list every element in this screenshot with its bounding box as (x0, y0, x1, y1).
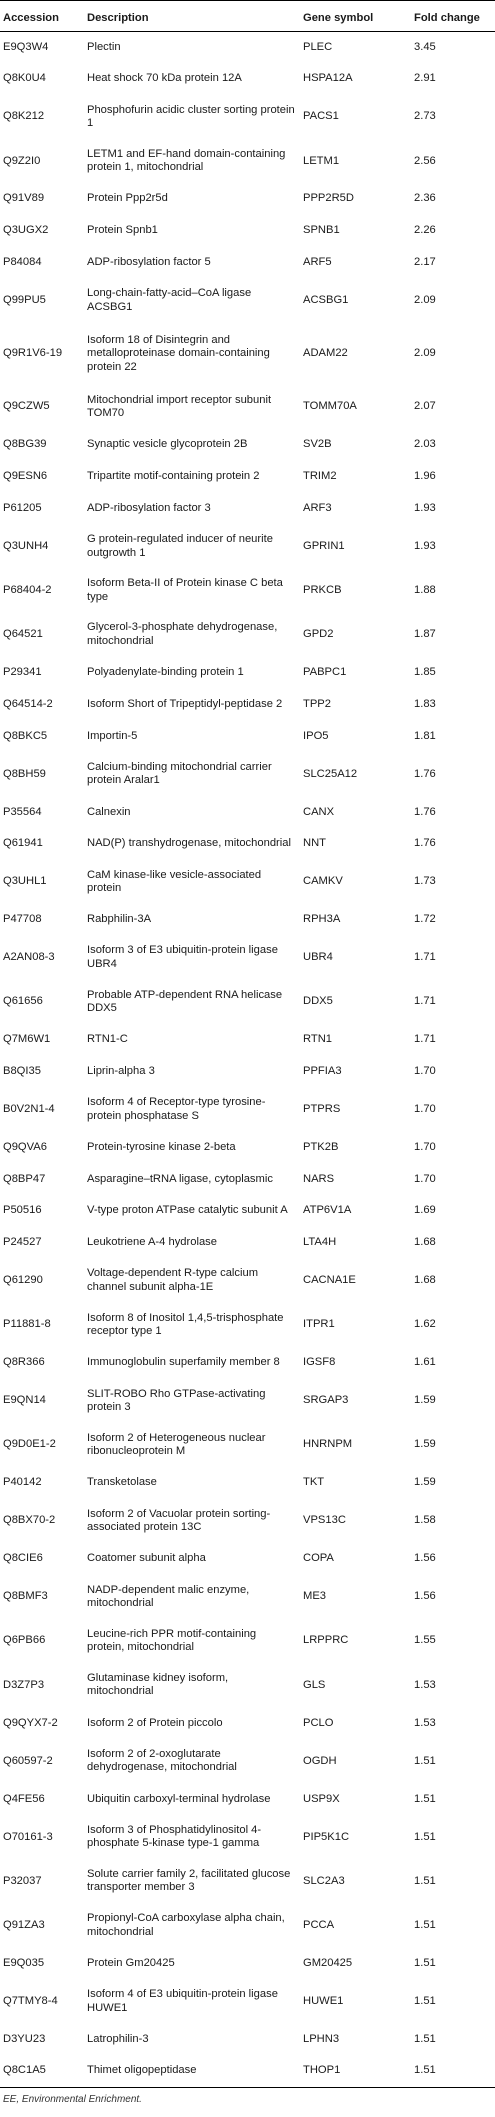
cell-gene-symbol: ARF3 (300, 493, 411, 525)
cell-accession: Q9Z2I0 (0, 139, 84, 183)
cell-accession: Q64514-2 (0, 689, 84, 721)
table-row (0, 385, 495, 429)
table-row (0, 2024, 495, 2056)
cell-gene-symbol: PACS1 (300, 95, 411, 139)
cell-fold-change: 1.71 (411, 936, 495, 980)
cell-gene-symbol: NARS (300, 1164, 411, 1196)
cell-fold-change: 1.59 (411, 1423, 495, 1467)
table-row (0, 1259, 495, 1303)
cell-gene-symbol: ME3 (300, 1575, 411, 1619)
cell-accession: Q9D0E1-2 (0, 1423, 84, 1467)
cell-gene-symbol: USP9X (300, 1783, 411, 1815)
cell-fold-change: 2.17 (411, 247, 495, 279)
table-row (0, 1467, 495, 1499)
table-header (0, 1, 495, 32)
cell-fold-change: 1.56 (411, 1575, 495, 1619)
cell-accession: P47708 (0, 904, 84, 936)
cell-description: Isoform 18 of Disintegrin and metalloproteinase domain-containing protein 22 (84, 323, 300, 385)
cell-description: Isoform 2 of Vacuolar protein sorting-associated protein 13C (84, 1499, 300, 1543)
table-row (0, 461, 495, 493)
cell-fold-change: 1.58 (411, 1499, 495, 1543)
cell-description: Long-chain-fatty-acid–CoA ligase ACSBG1 (84, 279, 300, 323)
cell-accession: P29341 (0, 657, 84, 689)
cell-accession: P84084 (0, 247, 84, 279)
cell-gene-symbol: PPFIA3 (300, 1056, 411, 1088)
cell-fold-change: 1.59 (411, 1467, 495, 1499)
cell-description: Glycerol-3-phosphate dehydrogenase, mitochondrial (84, 613, 300, 657)
cell-gene-symbol: TOMM70A (300, 385, 411, 429)
cell-fold-change: 1.62 (411, 1303, 495, 1347)
cell-gene-symbol: NNT (300, 828, 411, 860)
cell-description: Liprin-alpha 3 (84, 1056, 300, 1088)
cell-description: NAD(P) transhydrogenase, mitochondrial (84, 828, 300, 860)
cell-gene-symbol: VPS13C (300, 1499, 411, 1543)
cell-accession: B8QI35 (0, 1056, 84, 1088)
cell-description: Mitochondrial import receptor subunit TOM70 (84, 385, 300, 429)
cell-accession: Q8R366 (0, 1347, 84, 1379)
cell-fold-change: 2.73 (411, 95, 495, 139)
table-row (0, 1708, 495, 1740)
cell-accession: Q8BH59 (0, 752, 84, 796)
cell-gene-symbol: SV2B (300, 429, 411, 461)
table-row (0, 752, 495, 796)
cell-gene-symbol: UBR4 (300, 936, 411, 980)
cell-description: SLIT-ROBO Rho GTPase-activating protein 3 (84, 1379, 300, 1423)
table-row (0, 63, 495, 95)
cell-gene-symbol: GM20425 (300, 1948, 411, 1980)
cell-gene-symbol: SRGAP3 (300, 1379, 411, 1423)
cell-fold-change: 1.51 (411, 2024, 495, 2056)
cell-description: Isoform Short of Tripeptidyl-peptidase 2 (84, 689, 300, 721)
cell-accession: Q9QYX7-2 (0, 1708, 84, 1740)
cell-accession: Q8BP47 (0, 1164, 84, 1196)
cell-gene-symbol: ACSBG1 (300, 279, 411, 323)
cell-accession: P68404-2 (0, 569, 84, 613)
table-row (0, 1948, 495, 1980)
cell-accession: Q8C1A5 (0, 2055, 84, 2087)
cell-accession: Q8CIE6 (0, 1543, 84, 1575)
cell-gene-symbol: PCCA (300, 1904, 411, 1948)
cell-accession: P11881-8 (0, 1303, 84, 1347)
cell-description: Plectin (84, 32, 300, 64)
cell-gene-symbol: ATP6V1A (300, 1195, 411, 1227)
cell-fold-change: 1.68 (411, 1227, 495, 1259)
cell-description: Ubiquitin carboxyl-terminal hydrolase (84, 1783, 300, 1815)
cell-fold-change: 1.93 (411, 493, 495, 525)
cell-fold-change: 1.85 (411, 657, 495, 689)
table-row (0, 1979, 495, 2023)
table-row (0, 613, 495, 657)
table-row (0, 1815, 495, 1859)
cell-description: Isoform 3 of Phosphatidylinositol 4-phosphate 5-kinase type-1 gamma (84, 1815, 300, 1859)
table-row (0, 936, 495, 980)
cell-accession: Q8K212 (0, 95, 84, 139)
cell-accession: E9Q3W4 (0, 32, 84, 64)
table-row (0, 524, 495, 568)
table-row (0, 183, 495, 215)
cell-fold-change: 1.70 (411, 1164, 495, 1196)
cell-description: Latrophilin-3 (84, 2024, 300, 2056)
cell-fold-change: 1.76 (411, 752, 495, 796)
cell-description: Immunoglobulin superfamily member 8 (84, 1347, 300, 1379)
cell-fold-change: 1.96 (411, 461, 495, 493)
cell-fold-change: 1.56 (411, 1543, 495, 1575)
cell-description: Rabphilin-3A (84, 904, 300, 936)
table-row (0, 1132, 495, 1164)
cell-fold-change: 1.59 (411, 1379, 495, 1423)
cell-accession: Q64521 (0, 613, 84, 657)
cell-description: ADP-ribosylation factor 3 (84, 493, 300, 525)
cell-description: Isoform Beta-II of Protein kinase C beta type (84, 569, 300, 613)
cell-fold-change: 1.70 (411, 1056, 495, 1088)
table-row (0, 139, 495, 183)
cell-gene-symbol: LETM1 (300, 139, 411, 183)
cell-accession: P40142 (0, 1467, 84, 1499)
cell-fold-change: 1.55 (411, 1619, 495, 1663)
cell-fold-change: 1.76 (411, 796, 495, 828)
cell-fold-change: 1.51 (411, 1815, 495, 1859)
cell-description: Polyadenylate-binding protein 1 (84, 657, 300, 689)
cell-description: Glutaminase kidney isoform, mitochondrial (84, 1663, 300, 1707)
cell-description: G protein-regulated inducer of neurite outgrowth 1 (84, 524, 300, 568)
table-row (0, 1088, 495, 1132)
cell-accession: Q8BG39 (0, 429, 84, 461)
cell-fold-change: 1.70 (411, 1088, 495, 1132)
cell-fold-change: 1.69 (411, 1195, 495, 1227)
cell-gene-symbol: ITPR1 (300, 1303, 411, 1347)
cell-gene-symbol: CAMKV (300, 860, 411, 904)
header-fold-change: Fold change (411, 1, 495, 32)
header-gene-symbol: Gene symbol (300, 1, 411, 32)
cell-gene-symbol: LPHN3 (300, 2024, 411, 2056)
cell-gene-symbol: RPH3A (300, 904, 411, 936)
cell-gene-symbol: PABPC1 (300, 657, 411, 689)
table-row (0, 860, 495, 904)
cell-fold-change: 1.51 (411, 2055, 495, 2087)
cell-description: Isoform 4 of Receptor-type tyrosine-protein phosphatase S (84, 1088, 300, 1132)
cell-gene-symbol: SLC25A12 (300, 752, 411, 796)
header-row (0, 1, 495, 32)
table-row (0, 1347, 495, 1379)
cell-accession: Q8BMF3 (0, 1575, 84, 1619)
cell-fold-change: 1.51 (411, 1739, 495, 1783)
table-row (0, 1227, 495, 1259)
table-row (0, 1164, 495, 1196)
cell-accession: Q61656 (0, 980, 84, 1024)
cell-description: Synaptic vesicle glycoprotein 2B (84, 429, 300, 461)
table-row (0, 1499, 495, 1543)
table-row (0, 429, 495, 461)
cell-accession: A2AN08-3 (0, 936, 84, 980)
cell-fold-change: 2.36 (411, 183, 495, 215)
cell-accession: Q7M6W1 (0, 1024, 84, 1056)
cell-gene-symbol: OGDH (300, 1739, 411, 1783)
cell-fold-change: 1.61 (411, 1347, 495, 1379)
cell-description: Calnexin (84, 796, 300, 828)
cell-gene-symbol: LRPPRC (300, 1619, 411, 1663)
cell-description: Voltage-dependent R-type calcium channel subunit alpha-1E (84, 1259, 300, 1303)
table-row (0, 980, 495, 1024)
cell-accession: P24527 (0, 1227, 84, 1259)
cell-fold-change: 2.91 (411, 63, 495, 95)
cell-gene-symbol: IGSF8 (300, 1347, 411, 1379)
cell-gene-symbol: TRIM2 (300, 461, 411, 493)
table-row (0, 247, 495, 279)
cell-accession: Q6PB66 (0, 1619, 84, 1663)
table-row (0, 1904, 495, 1948)
cell-accession: Q9R1V6-19 (0, 323, 84, 385)
table-row (0, 1859, 495, 1903)
cell-gene-symbol: ADAM22 (300, 323, 411, 385)
table-row (0, 1195, 495, 1227)
table-row (0, 95, 495, 139)
cell-description: Coatomer subunit alpha (84, 1543, 300, 1575)
cell-description: Propionyl-CoA carboxylase alpha chain, mitochondrial (84, 1904, 300, 1948)
cell-gene-symbol: LTA4H (300, 1227, 411, 1259)
cell-description: Transketolase (84, 1467, 300, 1499)
cell-accession: E9Q035 (0, 1948, 84, 1980)
cell-fold-change: 1.76 (411, 828, 495, 860)
cell-accession: Q3UGX2 (0, 215, 84, 247)
cell-accession: Q61290 (0, 1259, 84, 1303)
table-row (0, 1379, 495, 1423)
cell-fold-change: 1.51 (411, 1948, 495, 1980)
cell-accession: Q9CZW5 (0, 385, 84, 429)
table-body (0, 32, 495, 2088)
table-row (0, 1619, 495, 1663)
cell-accession: O70161-3 (0, 1815, 84, 1859)
cell-description: Probable ATP-dependent RNA helicase DDX5 (84, 980, 300, 1024)
cell-fold-change: 1.51 (411, 1904, 495, 1948)
cell-accession: Q99PU5 (0, 279, 84, 323)
cell-accession: Q8BKC5 (0, 721, 84, 753)
cell-fold-change: 1.72 (411, 904, 495, 936)
cell-fold-change: 1.88 (411, 569, 495, 613)
cell-accession: P35564 (0, 796, 84, 828)
cell-description: Leukotriene A-4 hydrolase (84, 1227, 300, 1259)
table-footnote: EE, Environmental Enrichment. (3, 2093, 142, 2105)
cell-accession: Q7TMY8-4 (0, 1979, 84, 2023)
table-row (0, 279, 495, 323)
cell-gene-symbol: RTN1 (300, 1024, 411, 1056)
cell-description: Isoform 8 of Inositol 1,4,5-trisphosphate receptor type 1 (84, 1303, 300, 1347)
cell-fold-change: 1.68 (411, 1259, 495, 1303)
cell-accession: Q61941 (0, 828, 84, 860)
cell-accession: Q3UNH4 (0, 524, 84, 568)
table-row (0, 689, 495, 721)
cell-accession: E9QN14 (0, 1379, 84, 1423)
cell-fold-change: 1.71 (411, 1024, 495, 1056)
table-row (0, 323, 495, 385)
cell-fold-change: 1.51 (411, 1783, 495, 1815)
cell-gene-symbol: PTK2B (300, 1132, 411, 1164)
cell-fold-change: 1.53 (411, 1663, 495, 1707)
cell-fold-change: 1.51 (411, 1979, 495, 2023)
cell-description: Phosphofurin acidic cluster sorting protein 1 (84, 95, 300, 139)
cell-fold-change: 2.07 (411, 385, 495, 429)
cell-fold-change: 2.03 (411, 429, 495, 461)
cell-gene-symbol: COPA (300, 1543, 411, 1575)
cell-gene-symbol: GPRIN1 (300, 524, 411, 568)
cell-description: Isoform 2 of Protein piccolo (84, 1708, 300, 1740)
cell-description: Importin-5 (84, 721, 300, 753)
cell-description: Isoform 3 of E3 ubiquitin-protein ligase UBR4 (84, 936, 300, 980)
cell-description: Heat shock 70 kDa protein 12A (84, 63, 300, 95)
cell-description: CaM kinase-like vesicle-associated protein (84, 860, 300, 904)
cell-gene-symbol: IPO5 (300, 721, 411, 753)
cell-description: Isoform 2 of 2-oxoglutarate dehydrogenase, mitochondrial (84, 1739, 300, 1783)
table-row (0, 796, 495, 828)
cell-accession: D3Z7P3 (0, 1663, 84, 1707)
cell-fold-change: 2.56 (411, 139, 495, 183)
cell-gene-symbol: THOP1 (300, 2055, 411, 2087)
header-accession: Accession (0, 1, 84, 32)
cell-description: Protein-tyrosine kinase 2-beta (84, 1132, 300, 1164)
cell-gene-symbol: PCLO (300, 1708, 411, 1740)
cell-accession: P32037 (0, 1859, 84, 1903)
table-row (0, 32, 495, 64)
cell-accession: Q9QVA6 (0, 1132, 84, 1164)
cell-description: Tripartite motif-containing protein 2 (84, 461, 300, 493)
cell-gene-symbol: TPP2 (300, 689, 411, 721)
cell-accession: Q8BX70-2 (0, 1499, 84, 1543)
cell-accession: Q3UHL1 (0, 860, 84, 904)
cell-description: Thimet oligopeptidase (84, 2055, 300, 2087)
cell-accession: P50516 (0, 1195, 84, 1227)
cell-accession: Q91ZA3 (0, 1904, 84, 1948)
cell-gene-symbol: PRKCB (300, 569, 411, 613)
table-row (0, 904, 495, 936)
cell-fold-change: 1.87 (411, 613, 495, 657)
cell-description: Calcium-binding mitochondrial carrier protein Aralar1 (84, 752, 300, 796)
cell-fold-change: 1.51 (411, 1859, 495, 1903)
table-row (0, 1056, 495, 1088)
cell-accession: Q8K0U4 (0, 63, 84, 95)
table-row (0, 1739, 495, 1783)
cell-fold-change: 1.70 (411, 1132, 495, 1164)
cell-gene-symbol: CANX (300, 796, 411, 828)
table-row (0, 569, 495, 613)
cell-accession: B0V2N1-4 (0, 1088, 84, 1132)
cell-gene-symbol: PPP2R5D (300, 183, 411, 215)
table-row (0, 1024, 495, 1056)
table-row (0, 1303, 495, 1347)
cell-fold-change: 1.83 (411, 689, 495, 721)
cell-gene-symbol: PTPRS (300, 1088, 411, 1132)
cell-description: Solute carrier family 2, facilitated glucose transporter member 3 (84, 1859, 300, 1903)
table-row (0, 1663, 495, 1707)
cell-accession: Q60597-2 (0, 1739, 84, 1783)
cell-gene-symbol: HNRNPM (300, 1423, 411, 1467)
cell-fold-change: 1.93 (411, 524, 495, 568)
cell-fold-change: 2.09 (411, 279, 495, 323)
cell-description: Leucine-rich PPR motif-containing protein, mitochondrial (84, 1619, 300, 1663)
table-row (0, 1783, 495, 1815)
cell-description: NADP-dependent malic enzyme, mitochondrial (84, 1575, 300, 1619)
cell-fold-change: 1.53 (411, 1708, 495, 1740)
cell-gene-symbol: DDX5 (300, 980, 411, 1024)
cell-fold-change: 1.81 (411, 721, 495, 753)
cell-gene-symbol: HUWE1 (300, 1979, 411, 2023)
cell-gene-symbol: GPD2 (300, 613, 411, 657)
cell-accession: Q9ESN6 (0, 461, 84, 493)
cell-description: ADP-ribosylation factor 5 (84, 247, 300, 279)
cell-gene-symbol: HSPA12A (300, 63, 411, 95)
table-row (0, 493, 495, 525)
cell-description: RTN1-C (84, 1024, 300, 1056)
table-row (0, 657, 495, 689)
table-row (0, 215, 495, 247)
cell-gene-symbol: GLS (300, 1663, 411, 1707)
cell-accession: Q91V89 (0, 183, 84, 215)
header-description: Description (84, 1, 300, 32)
cell-description: Protein Spnb1 (84, 215, 300, 247)
cell-gene-symbol: TKT (300, 1467, 411, 1499)
cell-gene-symbol: SPNB1 (300, 215, 411, 247)
table-row (0, 828, 495, 860)
cell-fold-change: 2.09 (411, 323, 495, 385)
cell-fold-change: 2.26 (411, 215, 495, 247)
cell-accession: P61205 (0, 493, 84, 525)
cell-gene-symbol: ARF5 (300, 247, 411, 279)
table-row (0, 1575, 495, 1619)
cell-description: V-type proton ATPase catalytic subunit A (84, 1195, 300, 1227)
cell-description: Protein Ppp2r5d (84, 183, 300, 215)
cell-gene-symbol: PLEC (300, 32, 411, 64)
cell-description: LETM1 and EF-hand domain-containing protein 1, mitochondrial (84, 139, 300, 183)
cell-fold-change: 1.73 (411, 860, 495, 904)
cell-accession: D3YU23 (0, 2024, 84, 2056)
table-row (0, 1543, 495, 1575)
cell-fold-change: 1.71 (411, 980, 495, 1024)
cell-gene-symbol: SLC2A3 (300, 1859, 411, 1903)
cell-gene-symbol: PIP5K1C (300, 1815, 411, 1859)
cell-description: Isoform 2 of Heterogeneous nuclear ribonucleoprotein M (84, 1423, 300, 1467)
cell-fold-change: 3.45 (411, 32, 495, 64)
cell-description: Protein Gm20425 (84, 1948, 300, 1980)
cell-accession: Q4FE56 (0, 1783, 84, 1815)
table-row (0, 2055, 495, 2087)
cell-description: Asparagine–tRNA ligase, cytoplasmic (84, 1164, 300, 1196)
cell-gene-symbol: CACNA1E (300, 1259, 411, 1303)
table-row (0, 1423, 495, 1467)
cell-description: Isoform 4 of E3 ubiquitin-protein ligase HUWE1 (84, 1979, 300, 2023)
table-row (0, 721, 495, 753)
